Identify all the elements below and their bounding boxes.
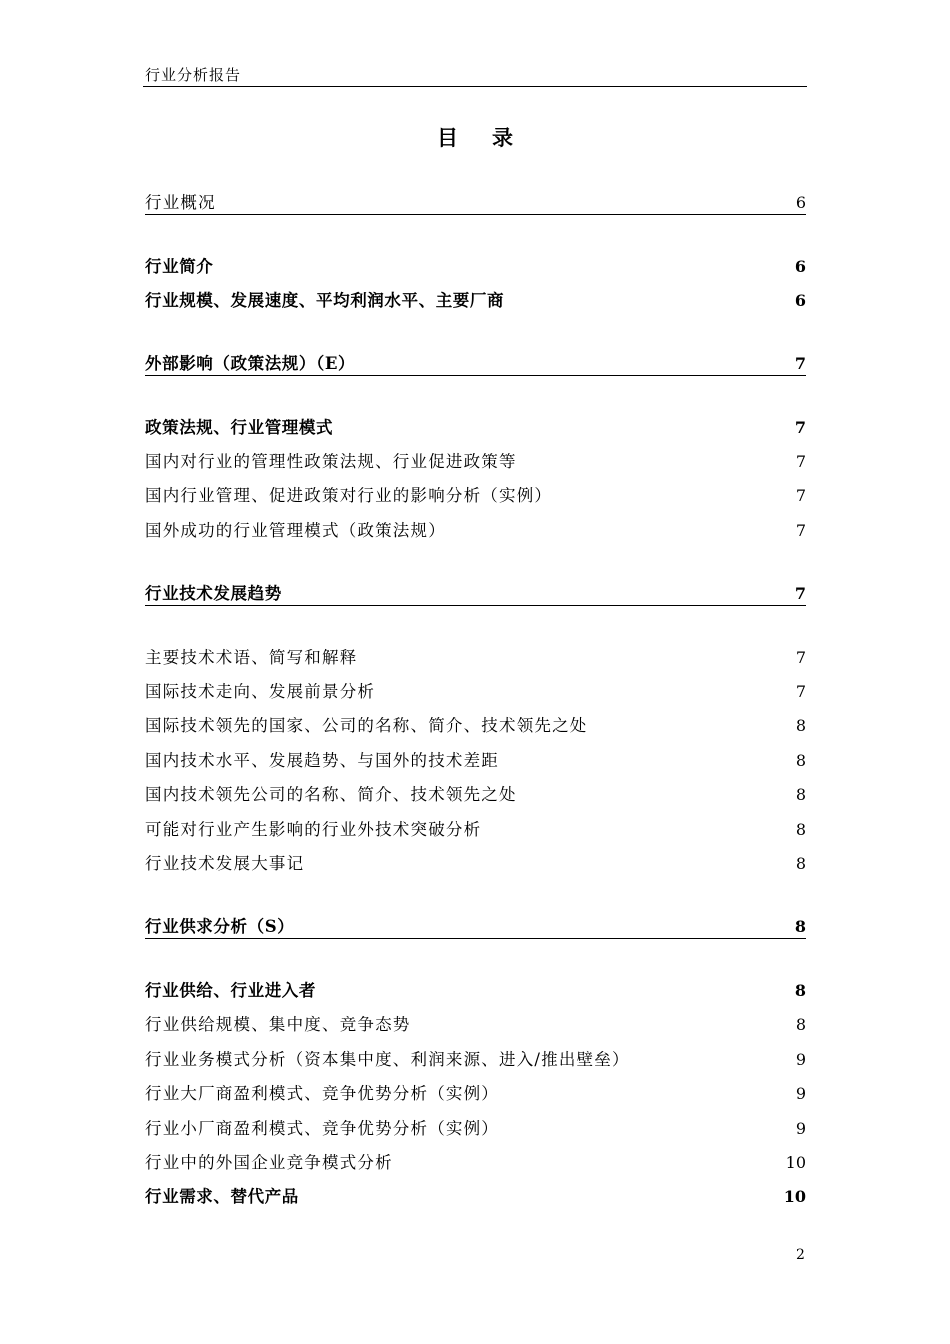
toc-entry[interactable] [145,815,806,841]
toc-entry-title: 行业技术发展趋势 [145,584,282,603]
toc-entry-title: 行业技术发展大事记 [145,854,305,873]
toc-entry-page: 8 [795,751,806,770]
toc-entry[interactable] [145,579,806,606]
toc-entry[interactable] [145,849,806,875]
toc-entry[interactable] [145,1182,806,1208]
toc-entry-page: 6 [795,193,806,212]
toc-entry-title: 国内行业管理、促进政策对行业的影响分析（实例） [145,486,553,505]
toc-entry-title: 国内技术水平、发展趋势、与国外的技术差距 [145,751,499,770]
toc-entry-page: 8 [795,716,806,735]
toc-entry[interactable] [145,912,806,939]
toc-entry-title: 行业供给、行业进入者 [145,981,316,1000]
toc-title [0,122,950,152]
toc-entry-title: 行业小厂商盈利模式、竞争优势分析（实例） [145,1119,499,1138]
toc-entry-page: 7 [795,486,806,505]
toc-entry[interactable] [145,1148,806,1174]
toc-entry[interactable] [145,1114,806,1140]
toc-entry-title: 行业供求分析（S） [145,917,295,936]
toc-entry[interactable] [145,447,806,473]
toc-entry-page: 7 [795,648,806,667]
toc-entry-title: 国外成功的行业管理模式（政策法规） [145,521,446,540]
toc-entry-page: 8 [795,854,806,873]
toc-entry[interactable] [145,780,806,806]
toc-entry[interactable] [145,711,806,737]
toc-entry-page: 7 [795,452,806,471]
toc-entry-title: 国内技术领先公司的名称、简介、技术领先之处 [145,785,517,804]
header-title: 行业分析报告 [145,66,242,84]
toc-entry[interactable] [145,188,806,215]
toc-entry-page: 6 [794,291,806,310]
toc-entry-title: 行业规模、发展速度、平均利润水平、主要厂商 [145,291,505,310]
toc-entry-page: 9 [795,1119,806,1138]
toc-entry-page: 7 [794,354,806,373]
toc-entry-page: 7 [795,682,806,701]
toc-entry-page: 8 [795,785,806,804]
toc-entry[interactable] [145,976,806,1002]
toc-entry-title: 政策法规、行业管理模式 [145,418,334,437]
toc-entry-title: 行业供给规模、集中度、竞争态势 [145,1015,411,1034]
toc-entry-page: 7 [795,521,806,540]
toc-entry-title: 国内对行业的管理性政策法规、行业促进政策等 [145,452,517,471]
toc-entry-title: 行业简介 [145,257,214,276]
toc-entry[interactable] [145,481,806,507]
toc-entry[interactable] [145,1010,806,1036]
toc-entry-page: 8 [794,981,806,1000]
toc-entry[interactable] [145,1045,806,1071]
toc-entry-title: 可能对行业产生影响的行业外技术突破分析 [145,820,482,839]
toc-entry-page: 9 [795,1084,806,1103]
toc-entry-page: 10 [783,1187,806,1206]
toc-entry-title: 外部影响（政策法规）（E） [145,354,356,373]
toc-entry[interactable] [145,286,806,312]
toc-entry-title: 行业需求、替代产品 [145,1187,299,1206]
toc-entry[interactable] [145,643,806,669]
toc-entry-title: 行业业务模式分析（资本集中度、利润来源、进入/推出壁垒） [145,1050,630,1069]
toc-entry-title: 国际技术领先的国家、公司的名称、简介、技术领先之处 [145,716,588,735]
toc-entry[interactable] [145,413,806,439]
page-number: 2 [796,1247,805,1263]
toc-entry-page: 7 [794,584,806,603]
toc-entry-page: 8 [794,917,806,936]
toc-entry[interactable] [145,516,806,542]
header-divider [143,86,807,87]
toc-entry-page: 10 [785,1153,806,1172]
toc-entry-page: 9 [795,1050,806,1069]
toc-entry-page: 8 [795,820,806,839]
toc-entry-page: 6 [794,257,806,276]
toc-title-char: 录 [492,125,513,150]
toc-entry-page: 8 [795,1015,806,1034]
toc-entry-title: 主要技术术语、简写和解释 [145,648,358,667]
toc-entry[interactable] [145,677,806,703]
toc-entry[interactable] [145,349,806,376]
toc-entry-page: 7 [794,418,806,437]
toc-title-char: 目 [437,125,458,150]
toc-entry-title: 国际技术走向、发展前景分析 [145,682,376,701]
toc-entry[interactable] [145,746,806,772]
toc-entry[interactable] [145,252,806,278]
toc-entry[interactable] [145,1079,806,1105]
toc-entry-title: 行业大厂商盈利模式、竞争优势分析（实例） [145,1084,499,1103]
toc-entry-title: 行业中的外国企业竞争模式分析 [145,1153,393,1172]
toc-entry-title: 行业概况 [145,193,216,212]
